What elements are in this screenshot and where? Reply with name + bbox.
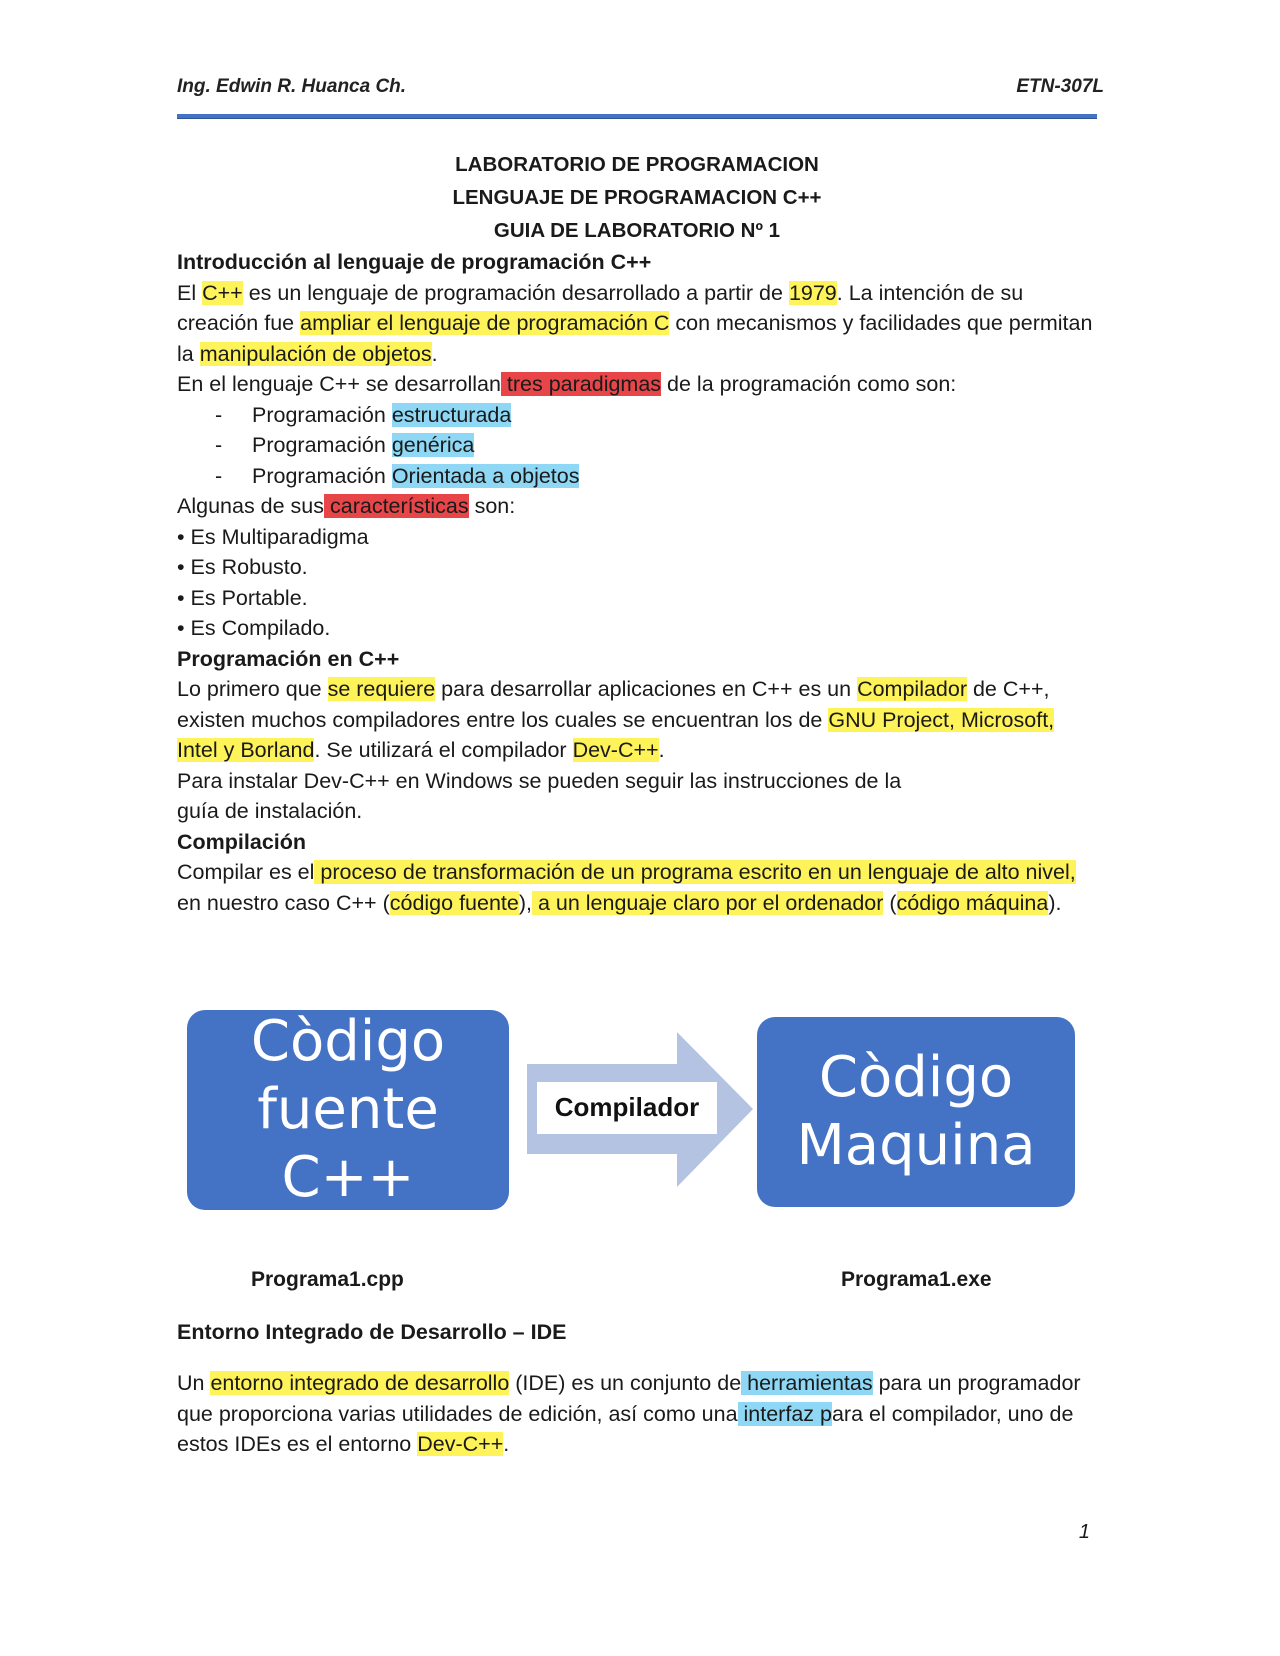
compilation-diagram xyxy=(177,1000,1097,1220)
header-author: Ing. Edwin R. Huanca Ch. xyxy=(177,76,407,97)
install-line-2: guía de instalación. xyxy=(177,799,363,823)
features-list xyxy=(177,522,1097,644)
machine-box-line-1: Còdigo xyxy=(818,1045,1014,1110)
source-box-line-1: Còdigo xyxy=(250,1009,446,1074)
features-intro: Algunas de sus características son: xyxy=(177,494,516,518)
programming-heading: Programación en C++ xyxy=(177,646,400,671)
doc-title-2: LENGUAJE DE PROGRAMACION C++ xyxy=(452,186,822,209)
header-rule xyxy=(177,114,1097,119)
compilation-heading: Compilación xyxy=(177,829,307,854)
machine-box-line-2: Maquina xyxy=(796,1113,1036,1178)
executable-file-name: Programa1.exe xyxy=(841,1268,992,1291)
compilation-paragraph: Compilar es el proceso de transformación de un programa escrito en un lenguaje de alto nivel, en nuestro caso C++ (código fuente), a un lenguaje claro por el ordenador (código máquina). xyxy=(177,860,1076,915)
header-course-code: ETN-307L xyxy=(1016,76,1104,97)
list-item: • Es Multiparadigma xyxy=(177,522,1097,553)
list-item: - Programación Orientada a objetos xyxy=(215,463,580,488)
doc-title-1: LABORATORIO DE PROGRAMACION xyxy=(455,153,819,176)
ide-heading: Entorno Integrado de Desarrollo – IDE xyxy=(177,1320,567,1344)
list-item: • Es Portable. xyxy=(177,583,1097,614)
list-item: - Programación estructurada xyxy=(215,402,512,427)
list-item: - Programación genérica xyxy=(215,433,475,457)
source-code-box xyxy=(187,1010,509,1210)
page-number: 1 xyxy=(1078,1521,1090,1543)
install-line-1: Para instalar Dev-C++ en Windows se pueden seguir las instrucciones de la xyxy=(177,768,902,793)
programming-paragraph: Lo primero que se requiere para desarrollar aplicaciones en C++ es un Compilador de C++, existen muchos compiladores entre los cuales se encuentran los de GNU Project, Microsoft, Intel y Borland. Se utilizará el compilador Dev-C++. xyxy=(177,677,1055,762)
intro-heading: Introducción al lenguaje de programación C++ xyxy=(177,250,652,274)
document-body xyxy=(177,148,1097,918)
paradigms-list xyxy=(177,400,1097,492)
list-item: • Es Compilado. xyxy=(177,613,1097,644)
intro-paragraph: El C++ es un lenguaje de programación desarrollado a partir de 1979. La intención de su creación fue ampliar el lenguaje de programación C con mecanismos y facilidades que permitan la manipulación de objetos. xyxy=(177,280,1093,366)
compiler-label: Compilador xyxy=(554,1092,700,1122)
source-file-name: Programa1.cpp xyxy=(251,1268,404,1291)
machine-code-box xyxy=(757,1017,1075,1207)
ide-paragraph: Un entorno integrado de desarrollo (IDE) es un conjunto de herramientas para un programador que proporciona varias utilidades de edición, así como una interfaz para el compilador, uno de estos IDEs es el entorno Dev-C++. xyxy=(177,1371,1081,1456)
source-box-line-2: fuente C++ xyxy=(257,1077,439,1210)
doc-title-3: GUIA DE LABORATORIO Nº 1 xyxy=(493,219,781,242)
list-item: • Es Robusto. xyxy=(177,552,1097,583)
paradigms-intro: En el lenguaje C++ se desarrollan tres paradigmas de la programación como son: xyxy=(177,372,957,396)
